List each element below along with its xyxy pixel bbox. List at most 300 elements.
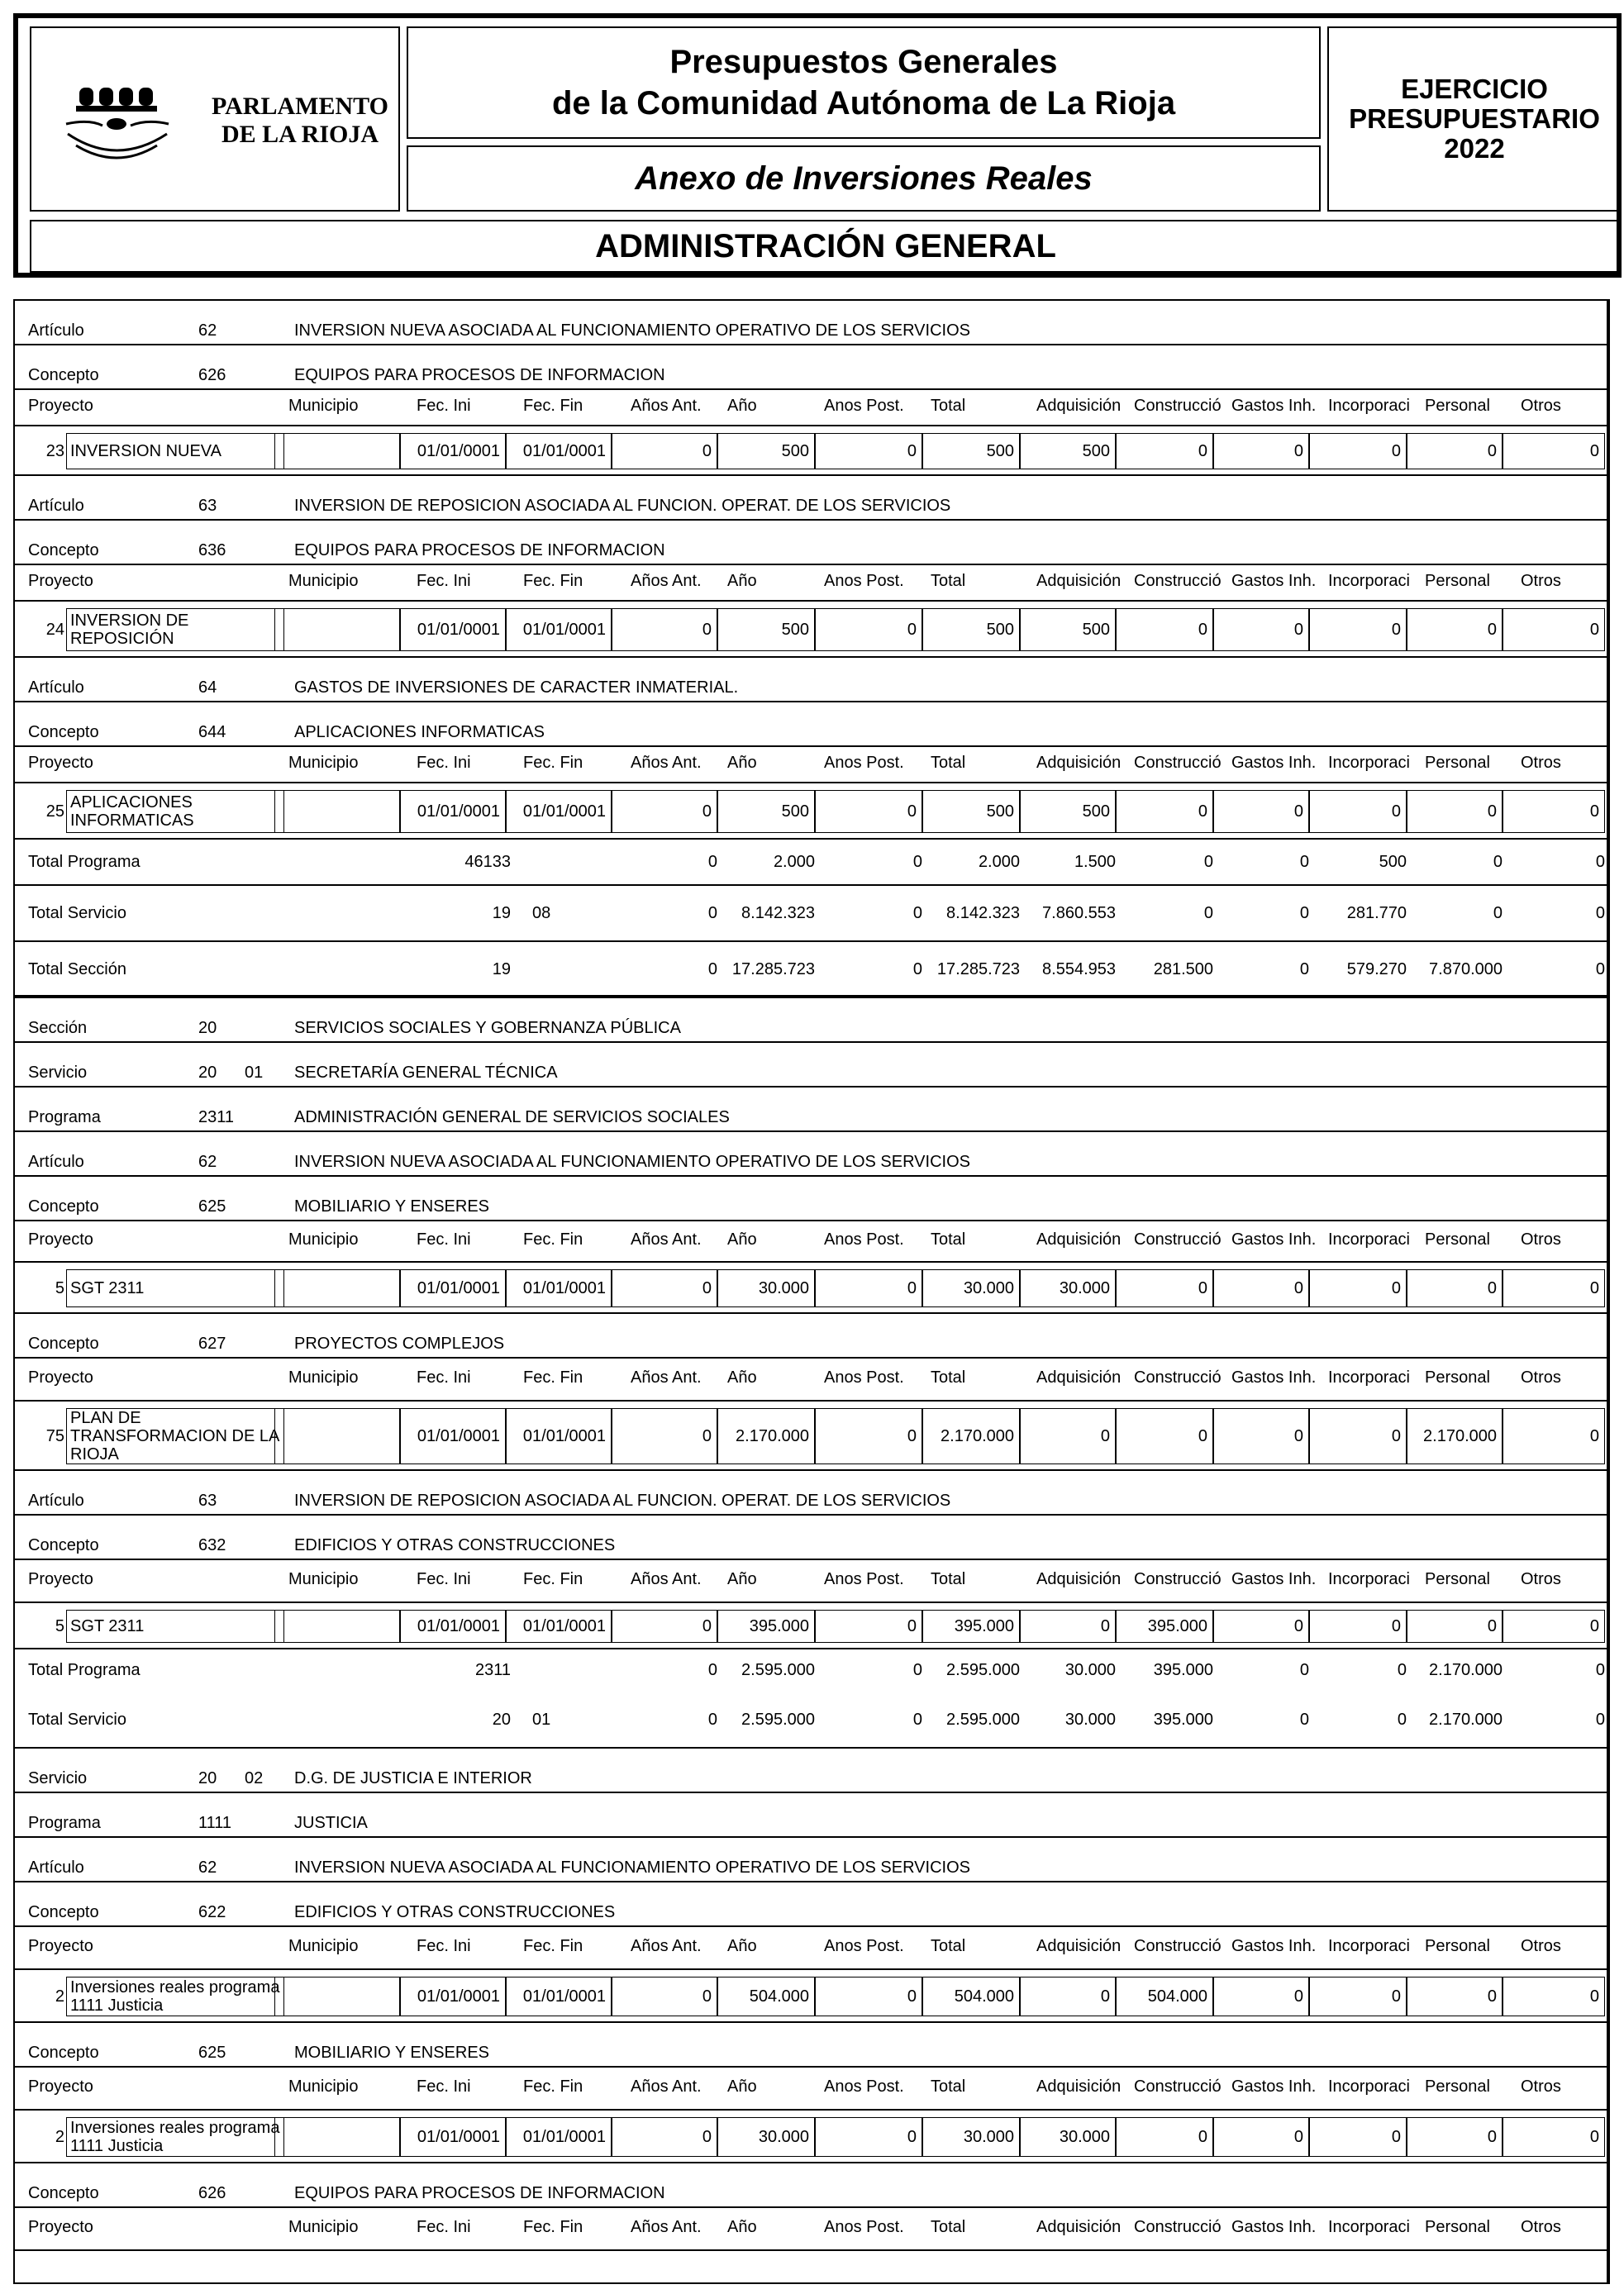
row-description: EQUIPOS PARA PROCESOS DE INFORMACION (294, 366, 665, 384)
value-total: 500 (922, 433, 1020, 469)
value-incorporacion: 0 (1309, 1408, 1407, 1464)
column-header: Fec. Fin (523, 2077, 583, 2096)
column-header: Fec. Ini (417, 1937, 471, 1955)
project-end-date: 01/01/0001 (506, 1610, 612, 1643)
value-gastos-inh: 0 (1213, 2117, 1309, 2157)
label-row-concepto (15, 1177, 1607, 1221)
value-gastos-inh: 0 (1213, 790, 1309, 833)
column-header: Años Ant. (631, 572, 702, 590)
value-ano: 30.000 (717, 1269, 815, 1307)
column-header: Años Ant. (631, 754, 702, 772)
column-header: Año (727, 2077, 757, 2096)
value-anos-post: 0 (815, 790, 922, 833)
value-adquisicion: 500 (1020, 790, 1116, 833)
row-code: 64 (198, 678, 217, 697)
column-header: Gastos Inh. (1231, 754, 1317, 772)
total-personal: 7.870.000 (1429, 960, 1503, 978)
row-code: 62 (198, 321, 217, 340)
value-anos-ant: 0 (612, 2117, 717, 2157)
column-header: Gastos Inh. (1231, 1368, 1317, 1387)
row-label: Concepto (28, 1536, 99, 1554)
row-label: Artículo (28, 678, 84, 697)
column-header: Otros (1521, 1570, 1561, 1588)
column-header: Adquisición (1036, 397, 1122, 415)
total-adquisicion: 30.000 (1064, 1711, 1116, 1729)
column-header: Municipio (288, 2218, 359, 2236)
column-header: Municipio (288, 397, 359, 415)
total-anos-post: 0 (912, 1661, 922, 1679)
row-label: Concepto (28, 2184, 99, 2202)
project-row (15, 1263, 1607, 1314)
total-anos-post: 0 (912, 960, 922, 978)
value-ano: 395.000 (717, 1610, 815, 1643)
total-incorporacion: 500 (1379, 853, 1407, 871)
value-construccion: 0 (1116, 608, 1213, 651)
total-total: 8.142.323 (946, 904, 1020, 922)
value-gastos-inh: 0 (1213, 1269, 1309, 1307)
total-label: Total Sección (28, 960, 126, 978)
label-row-concepto (15, 2023, 1607, 2068)
project-row (15, 783, 1607, 840)
value-otros: 0 (1503, 608, 1605, 651)
column-header: Adquisición (1036, 1230, 1122, 1249)
project-row (15, 1970, 1607, 2023)
value-gastos-inh: 0 (1213, 608, 1309, 651)
project-municipio (274, 1269, 400, 1307)
column-header: Anos Post. (824, 1230, 904, 1249)
column-header: Construcció (1134, 2218, 1222, 2236)
total-label: Total Servicio (28, 904, 126, 922)
total-adquisicion: 7.860.553 (1042, 904, 1116, 922)
total-anos-ant: 0 (707, 904, 717, 922)
column-header: Adquisición (1036, 1937, 1122, 1955)
project-id: 2 (55, 2127, 64, 2146)
row-code: 627 (198, 1335, 226, 1353)
total-construccion: 0 (1203, 904, 1213, 922)
column-header: Otros (1521, 2077, 1561, 2096)
column-header: Años Ant. (631, 397, 702, 415)
value-anos-post: 0 (815, 1269, 922, 1307)
column-header: Municipio (288, 754, 359, 772)
total-anos-ant: 0 (707, 1711, 717, 1729)
project-name: Inversiones reales programa 1111 Justicia (66, 1977, 284, 2016)
total-construccion: 281.500 (1153, 960, 1213, 978)
row-label: Artículo (28, 497, 84, 515)
row-description: INVERSION NUEVA ASOCIADA AL FUNCIONAMIENTO OPERATIVO DE LOS SERVICIOS (294, 1859, 970, 1877)
project-end-date: 01/01/0001 (506, 1977, 612, 2016)
total-personal: 0 (1493, 853, 1503, 871)
project-name: SGT 2311 (66, 1610, 284, 1643)
value-construccion: 0 (1116, 2117, 1213, 2157)
value-adquisicion: 500 (1020, 608, 1116, 651)
row-code: 62 (198, 1153, 217, 1171)
label-row-concepto (15, 702, 1607, 747)
value-total: 30.000 (922, 2117, 1020, 2157)
value-construccion: 0 (1116, 1408, 1213, 1464)
total-personal: 2.170.000 (1429, 1711, 1503, 1729)
row-code2: 01 (245, 1064, 264, 1082)
total-anos-post: 0 (912, 1711, 922, 1729)
parliament-logo-icon (64, 76, 197, 175)
label-row-programa (15, 1793, 1607, 1838)
column-header: Fec. Fin (523, 2218, 583, 2236)
project-municipio (274, 1610, 400, 1643)
column-header: Personal (1425, 572, 1490, 590)
row-code: 20 (198, 1769, 217, 1787)
row-description: ADMINISTRACIÓN GENERAL DE SERVICIOS SOCIALES (294, 1108, 730, 1126)
project-name: INVERSION DE REPOSICIÓN (66, 608, 284, 651)
row-label: Artículo (28, 1859, 84, 1877)
row-description: INVERSION NUEVA ASOCIADA AL FUNCIONAMIENTO OPERATIVO DE LOS SERVICIOS (294, 1153, 970, 1171)
parliament-name-line2: DE LA RIOJA (221, 121, 379, 148)
total-adquisicion: 8.554.953 (1042, 960, 1116, 978)
total-anos-post: 0 (912, 904, 922, 922)
project-municipio (274, 1408, 400, 1464)
value-incorporacion: 0 (1309, 1269, 1407, 1307)
value-otros: 0 (1503, 1610, 1605, 1643)
label-row-concepto (15, 345, 1607, 390)
row-label: Concepto (28, 1903, 99, 1921)
column-header: Otros (1521, 1937, 1561, 1955)
column-header: Adquisición (1036, 572, 1122, 590)
fiscal-year-value: 2022 (1444, 133, 1505, 164)
column-header: Personal (1425, 754, 1490, 772)
column-header-row (15, 1560, 1607, 1603)
column-header: Municipio (288, 1937, 359, 1955)
row-code: 62 (198, 1859, 217, 1877)
project-id: 5 (55, 1616, 64, 1635)
total-gastos-inh: 0 (1299, 1711, 1309, 1729)
value-anos-post: 0 (815, 433, 922, 469)
column-header: Construcció (1134, 572, 1222, 590)
column-header: Gastos Inh. (1231, 572, 1317, 590)
project-start-date: 01/01/0001 (400, 790, 506, 833)
annex-title: Anexo de Inversiones Reales (407, 145, 1321, 212)
total-ano: 2.595.000 (741, 1661, 815, 1679)
column-header: Adquisición (1036, 1368, 1122, 1387)
label-row-artculo (15, 476, 1607, 521)
column-header: Construcció (1134, 2077, 1222, 2096)
row-label: Servicio (28, 1769, 88, 1787)
value-ano: 504.000 (717, 1977, 815, 2016)
total-otros: 0 (1595, 960, 1605, 978)
column-header: Total (931, 2218, 966, 2236)
total-personal: 2.170.000 (1429, 1661, 1503, 1679)
label-row-servicio (15, 1749, 1607, 1793)
row-description: EDIFICIOS Y OTRAS CONSTRUCCIONES (294, 1903, 616, 1921)
column-header: Fec. Ini (417, 1230, 471, 1249)
column-header: Otros (1521, 1368, 1561, 1387)
column-header: Incorporaci (1328, 2077, 1410, 2096)
column-header: Año (727, 397, 757, 415)
column-header: Otros (1521, 2218, 1561, 2236)
column-header: Gastos Inh. (1231, 397, 1317, 415)
project-municipio (274, 790, 400, 833)
total-adquisicion: 1.500 (1074, 853, 1116, 871)
row-code: 636 (198, 541, 226, 559)
column-header: Total (931, 2077, 966, 2096)
column-header: Incorporaci (1328, 1937, 1410, 1955)
column-header: Total (931, 397, 966, 415)
column-header: Total (931, 1570, 966, 1588)
total-anos-ant: 0 (707, 1661, 717, 1679)
value-anos-post: 0 (815, 608, 922, 651)
value-incorporacion: 0 (1309, 1610, 1407, 1643)
value-adquisicion: 30.000 (1020, 2117, 1116, 2157)
column-header: Adquisición (1036, 754, 1122, 772)
fiscal-year-box (1327, 26, 1622, 212)
row-label: Artículo (28, 321, 84, 340)
column-header-row (15, 390, 1607, 426)
column-header: Anos Post. (824, 1937, 904, 1955)
column-header: Gastos Inh. (1231, 2218, 1317, 2236)
column-header: Construcció (1134, 1570, 1222, 1588)
column-header: Años Ant. (631, 1368, 702, 1387)
column-header: Año (727, 1570, 757, 1588)
total-row (15, 886, 1607, 942)
value-construccion: 0 (1116, 790, 1213, 833)
row-description: EQUIPOS PARA PROCESOS DE INFORMACION (294, 2184, 665, 2202)
value-ano: 500 (717, 790, 815, 833)
row-code: 644 (198, 723, 226, 741)
column-header: Años Ant. (631, 1937, 702, 1955)
total-gastos-inh: 0 (1299, 853, 1309, 871)
row-code: 2311 (198, 1108, 235, 1126)
column-header-row (15, 2068, 1607, 2111)
total-code1: 19 (492, 960, 511, 978)
value-construccion: 0 (1116, 433, 1213, 469)
value-otros: 0 (1503, 1977, 1605, 2016)
value-anos-ant: 0 (612, 790, 717, 833)
column-header: Otros (1521, 1230, 1561, 1249)
column-header: Fec. Fin (523, 572, 583, 590)
project-municipio (274, 433, 400, 469)
column-header: Gastos Inh. (1231, 1230, 1317, 1249)
column-header: Proyecto (28, 1368, 93, 1387)
column-header: Adquisición (1036, 2077, 1122, 2096)
project-name: PLAN DE TRANSFORMACION DE LA RIOJA (66, 1408, 284, 1464)
column-header: Año (727, 1230, 757, 1249)
column-header: Gastos Inh. (1231, 1937, 1317, 1955)
value-incorporacion: 0 (1309, 433, 1407, 469)
label-row-concepto (15, 1516, 1607, 1560)
value-personal: 0 (1407, 1269, 1503, 1307)
column-header: Años Ant. (631, 1230, 702, 1249)
value-personal: 0 (1407, 2117, 1503, 2157)
column-header: Personal (1425, 1368, 1490, 1387)
row-description: SECRETARÍA GENERAL TÉCNICA (294, 1064, 558, 1082)
column-header: Proyecto (28, 754, 93, 772)
column-header: Construcció (1134, 397, 1222, 415)
project-id: 5 (55, 1278, 64, 1297)
total-incorporacion: 0 (1397, 1711, 1407, 1729)
row-description: PROYECTOS COMPLEJOS (294, 1335, 505, 1353)
value-gastos-inh: 0 (1213, 1977, 1309, 2016)
value-total: 500 (922, 608, 1020, 651)
total-ano: 2.595.000 (741, 1711, 815, 1729)
label-row-artculo (15, 301, 1607, 345)
column-header: Construcció (1134, 1937, 1222, 1955)
row-label: Concepto (28, 2044, 99, 2062)
project-start-date: 01/01/0001 (400, 1610, 506, 1643)
row-label: Programa (28, 1108, 101, 1126)
column-header: Adquisición (1036, 2218, 1122, 2236)
budget-title-line1: Presupuestos Generales (669, 44, 1058, 80)
row-description: JUSTICIA (294, 1814, 368, 1832)
total-total: 2.595.000 (946, 1661, 1020, 1679)
column-header: Total (931, 1368, 966, 1387)
project-end-date: 01/01/0001 (506, 790, 612, 833)
column-header: Fec. Ini (417, 2218, 471, 2236)
total-total: 17.285.723 (936, 960, 1020, 978)
row-code2: 02 (245, 1769, 264, 1787)
label-row-concepto (15, 1882, 1607, 1927)
column-header: Año (727, 754, 757, 772)
value-total: 2.170.000 (922, 1408, 1020, 1464)
value-otros: 0 (1503, 433, 1605, 469)
column-header: Incorporaci (1328, 397, 1410, 415)
value-incorporacion: 0 (1309, 608, 1407, 651)
total-label: Total Programa (28, 853, 140, 871)
budget-title-box (407, 26, 1321, 139)
column-header: Fec. Fin (523, 754, 583, 772)
value-total: 504.000 (922, 1977, 1020, 2016)
project-name: SGT 2311 (66, 1269, 284, 1307)
project-start-date: 01/01/0001 (400, 1977, 506, 2016)
value-personal: 0 (1407, 433, 1503, 469)
column-header: Proyecto (28, 1230, 93, 1249)
row-code: 63 (198, 1492, 217, 1510)
project-name: APLICACIONES INFORMATICAS (66, 790, 284, 833)
column-header: Años Ant. (631, 2077, 702, 2096)
column-header: Total (931, 1937, 966, 1955)
column-header-row (15, 747, 1607, 783)
column-header: Total (931, 754, 966, 772)
total-code2: 08 (532, 904, 551, 922)
column-header: Incorporaci (1328, 2218, 1410, 2236)
column-header: Años Ant. (631, 1570, 702, 1588)
column-header: Personal (1425, 397, 1490, 415)
value-anos-ant: 0 (612, 1269, 717, 1307)
column-header: Municipio (288, 1368, 359, 1387)
row-description: SERVICIOS SOCIALES Y GOBERNANZA PÚBLICA (294, 1019, 681, 1037)
parliament-name-line1: PARLAMENTO (212, 93, 388, 120)
label-row-concepto (15, 521, 1607, 565)
value-ano: 2.170.000 (717, 1408, 815, 1464)
row-description: D.G. DE JUSTICIA E INTERIOR (294, 1769, 532, 1787)
total-incorporacion: 0 (1397, 1661, 1407, 1679)
total-code1: 2311 (474, 1661, 511, 1679)
row-description: APLICACIONES INFORMATICAS (294, 723, 545, 741)
column-header: Construcció (1134, 1230, 1222, 1249)
column-header: Años Ant. (631, 2218, 702, 2236)
value-ano: 500 (717, 433, 815, 469)
column-header: Incorporaci (1328, 1230, 1410, 1249)
column-header: Proyecto (28, 572, 93, 590)
value-anos-post: 0 (815, 2117, 922, 2157)
project-municipio (274, 608, 400, 651)
row-code: 626 (198, 366, 226, 384)
project-name: Inversiones reales programa 1111 Justicia (66, 2117, 284, 2157)
table-rows (15, 301, 1607, 2251)
value-adquisicion: 0 (1020, 1408, 1116, 1464)
column-header: Total (931, 1230, 966, 1249)
row-description: EQUIPOS PARA PROCESOS DE INFORMACION (294, 541, 665, 559)
row-description: INVERSION DE REPOSICION ASOCIADA AL FUNCION. OPERAT. DE LOS SERVICIOS (294, 1492, 951, 1510)
document-header (13, 13, 1622, 278)
total-label: Total Servicio (28, 1711, 126, 1729)
column-header: Anos Post. (824, 572, 904, 590)
total-ano: 17.285.723 (731, 960, 815, 978)
row-label: Concepto (28, 541, 99, 559)
label-row-artculo (15, 1838, 1607, 1882)
column-header-row (15, 565, 1607, 602)
value-construccion: 504.000 (1116, 1977, 1213, 2016)
project-end-date: 01/01/0001 (506, 608, 612, 651)
label-row-concepto (15, 2163, 1607, 2208)
total-row (15, 1649, 1607, 1692)
project-end-date: 01/01/0001 (506, 2117, 612, 2157)
total-anos-post: 0 (912, 853, 922, 871)
column-header: Año (727, 1368, 757, 1387)
column-header: Personal (1425, 1230, 1490, 1249)
column-header: Otros (1521, 397, 1561, 415)
column-header: Construcció (1134, 1368, 1222, 1387)
row-description: INVERSION DE REPOSICION ASOCIADA AL FUNCION. OPERAT. DE LOS SERVICIOS (294, 497, 951, 515)
row-code: 20 (198, 1019, 217, 1037)
column-header: Incorporaci (1328, 754, 1410, 772)
value-ano: 30.000 (717, 2117, 815, 2157)
value-incorporacion: 0 (1309, 790, 1407, 833)
column-header: Fec. Fin (523, 1368, 583, 1387)
column-header: Proyecto (28, 2077, 93, 2096)
total-ano: 2.000 (773, 853, 815, 871)
project-id: 25 (45, 802, 64, 821)
total-construccion: 0 (1203, 853, 1213, 871)
parliament-name (201, 93, 399, 149)
total-ano: 8.142.323 (741, 904, 815, 922)
value-personal: 2.170.000 (1407, 1408, 1503, 1464)
budget-title-line2: de la Comunidad Autónoma de La Rioja (551, 85, 1176, 121)
value-personal: 0 (1407, 608, 1503, 651)
value-ano: 500 (717, 608, 815, 651)
parliament-logo-box (30, 26, 400, 212)
value-adquisicion: 0 (1020, 1610, 1116, 1643)
total-gastos-inh: 0 (1299, 960, 1309, 978)
section-title: ADMINISTRACIÓN GENERAL (30, 220, 1622, 273)
row-code: 626 (198, 2184, 226, 2202)
fiscal-year-line2: PRESUPUESTARIO (1349, 103, 1600, 134)
project-row (15, 1603, 1607, 1649)
column-header-row (15, 1359, 1607, 1402)
project-row (15, 426, 1607, 476)
project-start-date: 01/01/0001 (400, 433, 506, 469)
row-description: INVERSION NUEVA ASOCIADA AL FUNCIONAMIENTO OPERATIVO DE LOS SERVICIOS (294, 321, 970, 340)
total-personal: 0 (1493, 904, 1503, 922)
column-header: Incorporaci (1328, 1368, 1410, 1387)
value-otros: 0 (1503, 1269, 1605, 1307)
row-code: 63 (198, 497, 217, 515)
row-label: Concepto (28, 1197, 99, 1216)
total-total: 2.000 (978, 853, 1020, 871)
project-end-date: 01/01/0001 (506, 1269, 612, 1307)
value-adquisicion: 0 (1020, 1977, 1116, 2016)
row-description: MOBILIARIO Y ENSERES (294, 2044, 490, 2062)
column-header: Adquisición (1036, 1570, 1122, 1588)
column-header-row (15, 1221, 1607, 1263)
total-otros: 0 (1595, 853, 1605, 871)
value-anos-ant: 0 (612, 1610, 717, 1643)
